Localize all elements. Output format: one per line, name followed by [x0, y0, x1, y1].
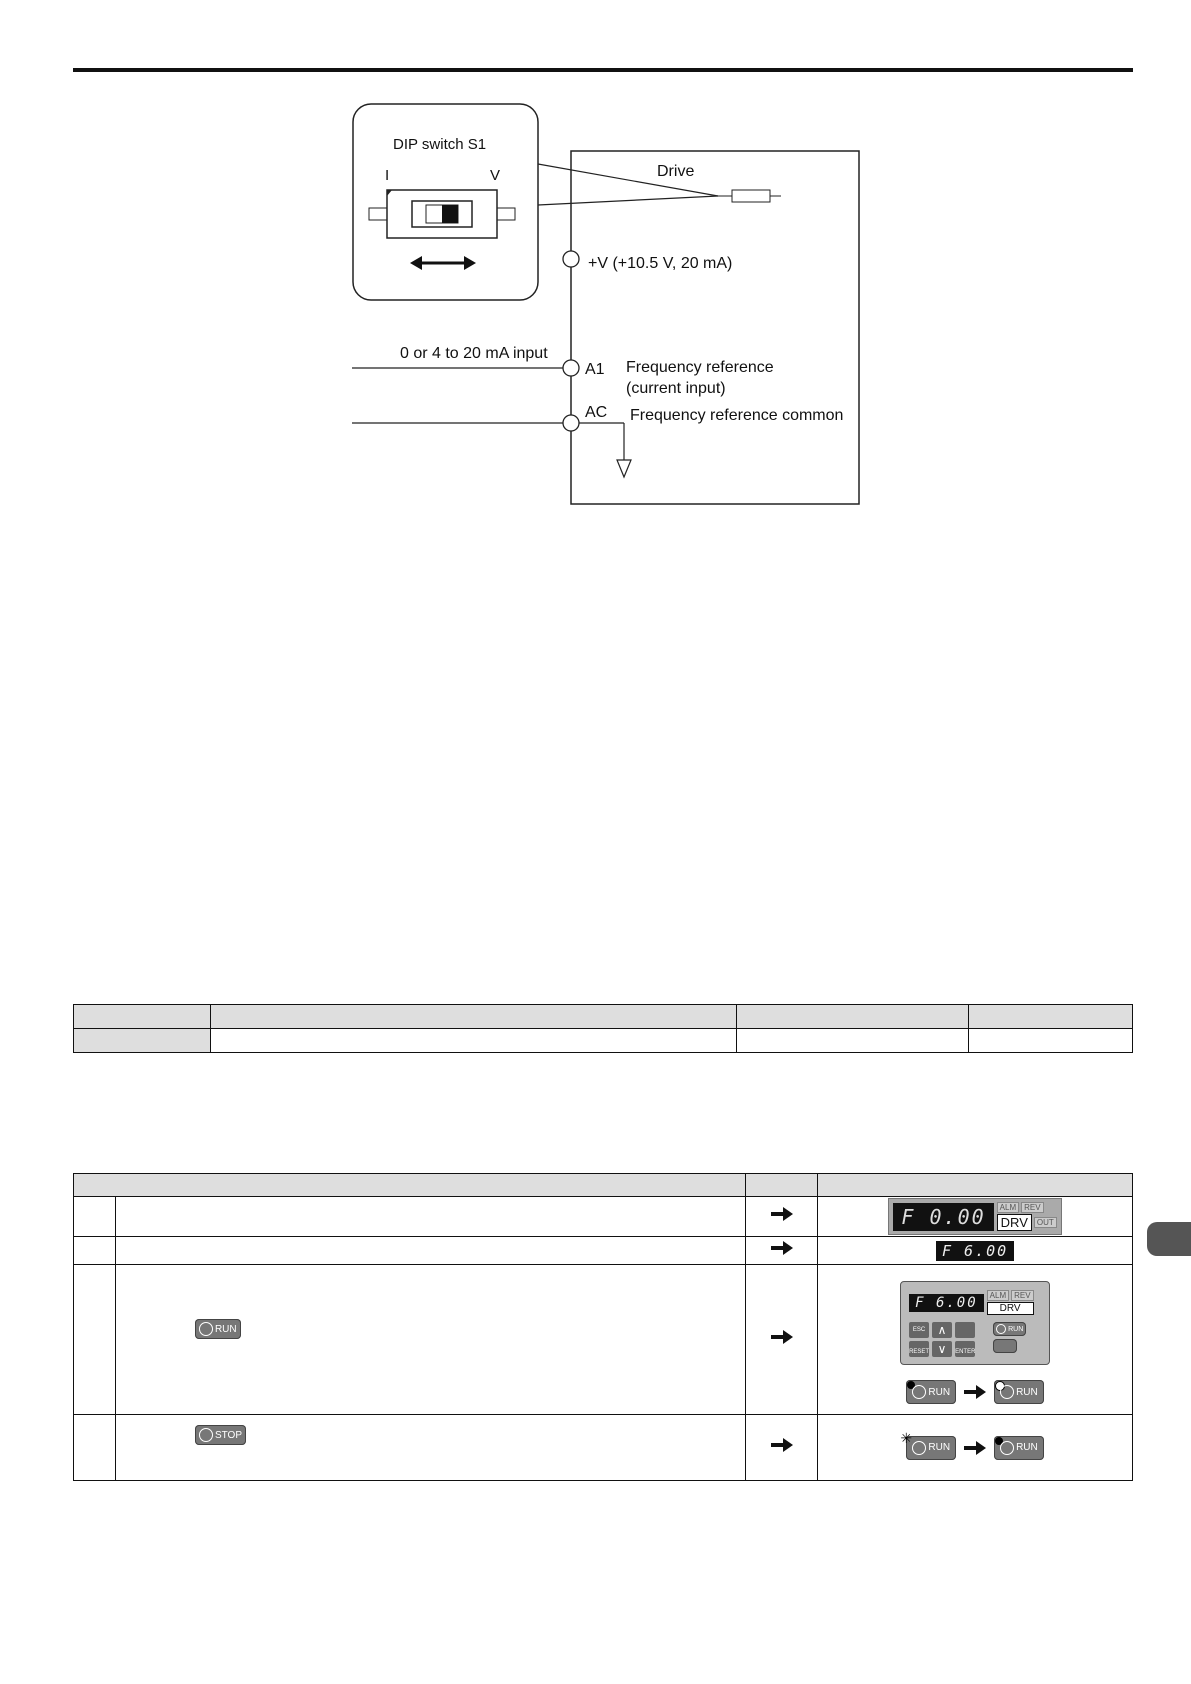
- display-cell: [818, 1197, 1133, 1237]
- ac-description: Frequency reference common: [630, 407, 844, 424]
- table-cell: [969, 1029, 1133, 1053]
- arrow-right-icon: [771, 1330, 793, 1344]
- table-cell: [746, 1174, 818, 1197]
- arrow-cell: [746, 1415, 818, 1481]
- drive-label: Drive: [657, 163, 695, 180]
- a1-description-line1: Frequency reference: [626, 359, 774, 376]
- step-number-cell: [74, 1265, 116, 1415]
- dip-switch-slider: [442, 205, 458, 223]
- run-led-transition: [818, 1380, 1132, 1404]
- arrow-cell: [746, 1197, 818, 1237]
- table-cell: [737, 1005, 969, 1029]
- table-row: [74, 1029, 1133, 1053]
- arrow-right-icon: [964, 1385, 986, 1399]
- run-key-icon: RUN: [994, 1436, 1044, 1460]
- alm-indicator: ALM: [997, 1202, 1019, 1213]
- procedure-table: [73, 1173, 1133, 1481]
- table-cell: [210, 1005, 737, 1029]
- terminal-a1-label: A1: [585, 361, 605, 378]
- arrow-right-icon: [771, 1241, 793, 1255]
- led-readout: F 6.00: [909, 1294, 984, 1312]
- step-row: [74, 1265, 1133, 1415]
- stop-key-icon: STOP: [195, 1425, 246, 1445]
- terminal-ac: [563, 415, 579, 431]
- arrow-cell: [746, 1237, 818, 1265]
- display-cell: [818, 1265, 1133, 1415]
- led-display: [888, 1198, 1061, 1235]
- down-key: ∨: [932, 1341, 952, 1357]
- parameter-table: [73, 1004, 1133, 1053]
- ground-symbol: [617, 460, 631, 477]
- led-readout: F 0.00: [893, 1203, 993, 1231]
- display-cell: [818, 1237, 1133, 1265]
- table-cell: [210, 1029, 737, 1053]
- led-readout: F 6.00: [936, 1241, 1014, 1261]
- step-description-cell: [115, 1415, 745, 1481]
- reset-key: RESET: [909, 1341, 929, 1357]
- arrow-cell: [746, 1265, 818, 1415]
- a1-description-line2: (current input): [626, 380, 726, 397]
- keypad-run-key: RUN: [993, 1322, 1026, 1336]
- table-cell: [737, 1029, 969, 1053]
- arrow-right-icon: [964, 1441, 986, 1455]
- step-description-cell: [115, 1265, 745, 1415]
- step-number-cell: [74, 1197, 116, 1237]
- table-header-row: [74, 1005, 1133, 1029]
- table-cell: [74, 1174, 746, 1197]
- arrow-right-icon: [771, 1207, 793, 1221]
- terminal-v-label: +V (+10.5 V, 20 mA): [588, 255, 733, 272]
- step-row: [74, 1237, 1133, 1265]
- step-description-cell: [115, 1197, 745, 1237]
- table-cell: [969, 1005, 1133, 1029]
- arrow-right-icon: [771, 1438, 793, 1452]
- table-cell: [818, 1174, 1133, 1197]
- up-key: ∧: [932, 1322, 952, 1338]
- dip-switch-title: DIP switch S1: [393, 136, 487, 153]
- drive-box: [571, 151, 859, 504]
- table-cell: [74, 1005, 211, 1029]
- keypad-stop-key: [993, 1339, 1017, 1353]
- esc-key: ESC: [909, 1322, 929, 1338]
- terminal-a1: [563, 360, 579, 376]
- run-key-icon: RUN: [195, 1319, 241, 1339]
- display-cell: [818, 1415, 1133, 1481]
- input-label: 0 or 4 to 20 mA input: [400, 345, 548, 362]
- step-row: [74, 1197, 1133, 1237]
- drv-indicator: DRV: [997, 1214, 1032, 1231]
- keypad-operator: F 6.00 ALM REV DRV ESC ∧ RESET ∨ ENTER RUN: [900, 1281, 1050, 1365]
- run-key-blinking-icon: ✳ RUN: [906, 1436, 956, 1460]
- run-key-icon: RUN: [994, 1380, 1044, 1404]
- step-number-cell: [74, 1237, 116, 1265]
- dip-label-v: V: [490, 167, 501, 184]
- step-description-cell: [115, 1237, 745, 1265]
- wiring-diagram: [0, 0, 1191, 520]
- chapter-tab: [1147, 1222, 1191, 1256]
- terminal-v: [563, 251, 579, 267]
- rev-indicator: REV: [1021, 1202, 1043, 1213]
- dip-label-i: I: [385, 167, 390, 184]
- step-row: [74, 1415, 1133, 1481]
- out-indicator: OUT: [1034, 1217, 1057, 1228]
- step-number-cell: [74, 1415, 116, 1481]
- enter-key: ENTER: [955, 1341, 975, 1357]
- table-header-row: [74, 1174, 1133, 1197]
- left-key: [955, 1322, 975, 1338]
- run-key-icon: RUN: [906, 1380, 956, 1404]
- terminal-ac-label: AC: [585, 404, 608, 421]
- table-cell: [74, 1029, 211, 1053]
